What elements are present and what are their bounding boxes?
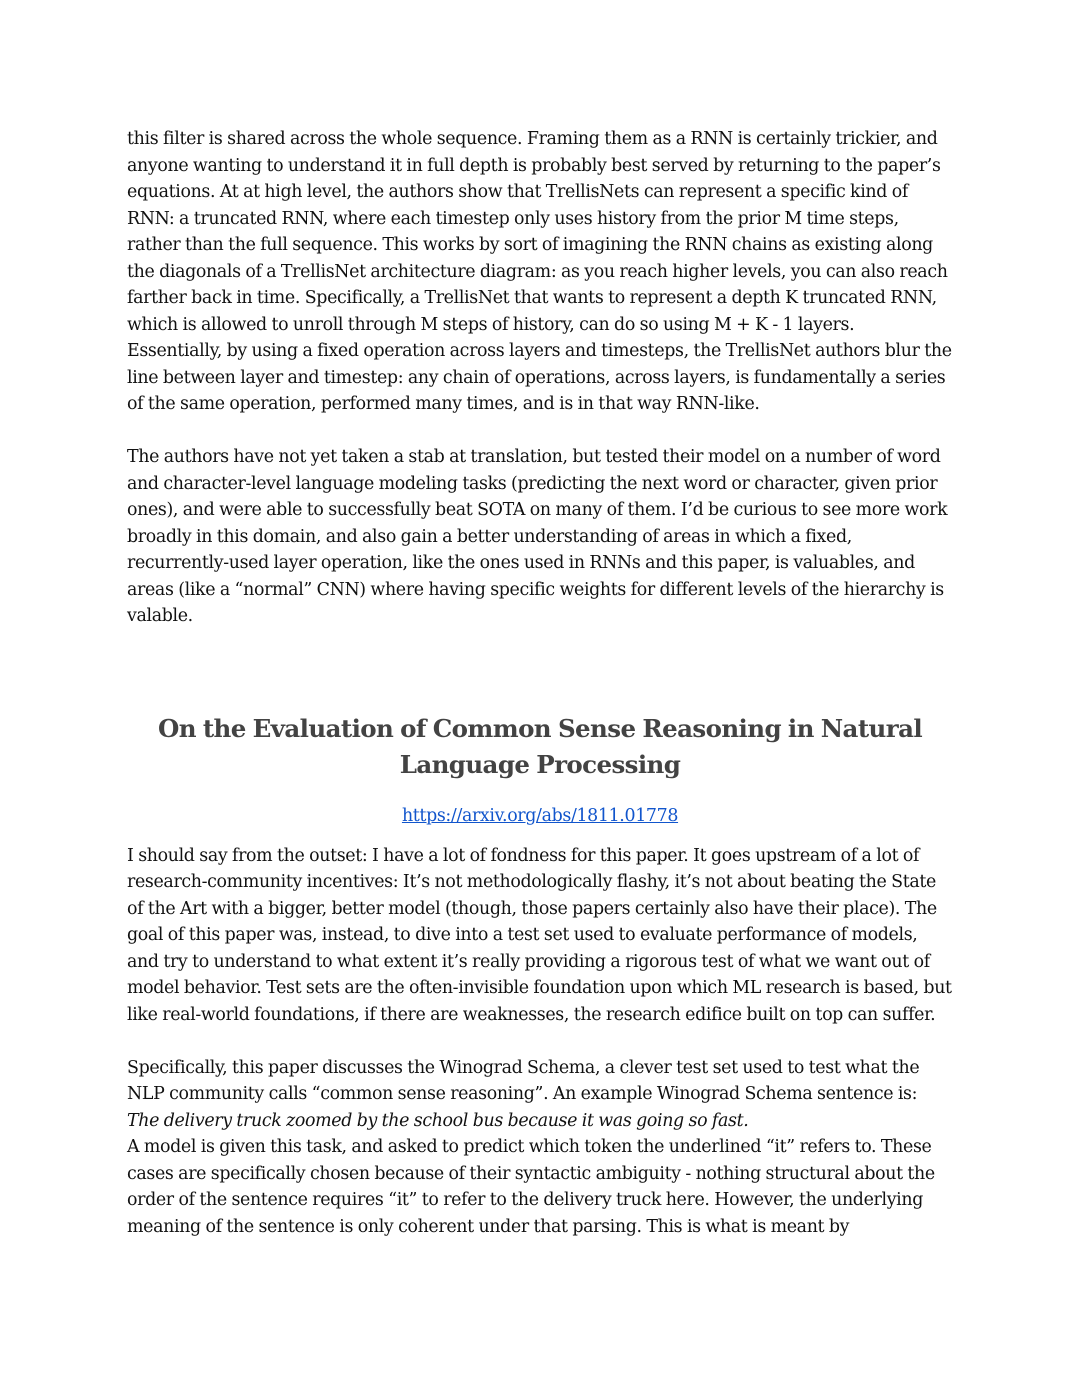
trellisnet-conclusion-paragraph: The authors have not yet taken a stab at translation, but tested their model on a number of word and character-level language modeling tasks (predicting the next word or character, given prior ones), and were able to successfully beat SOTA on many of them. I’d be curious to see more work broadly in this domain, and also gain a better understanding of areas in which a fixed, recurrently-used layer operation, like the ones used in RNNs and this paper, is valuables, and areas (like a “normal” CNN) where having specific weights for different levels of the hierarchy is valable.: [127, 447, 948, 626]
document-page: [127, 126, 953, 1240]
arxiv-link[interactable]: https://arxiv.org/abs/1811.01778: [401, 805, 679, 826]
section-link-container: [127, 803, 953, 829]
winograd-explanation-paragraph: A model is given this task, and asked to predict which token the underlined “it” refers to. These cases are specifically chosen because of their syntactic ambiguity - nothing structural about the order of the sentence requires “it” to refer to the delivery truck here. However, the underlying meaning of the sentence is only coherent under that parsing. This is what is meant by: [127, 1137, 935, 1237]
section-intro-paragraph: I should say from the outset: I have a lot of fondness for this paper. It goes upstream of a lot of research-community incentives: It’s not methodologically flashy, it’s not about beating the State of the Art with a bigger, better model (though, those papers certainly also have their place). The goal of this paper was, instead, to dive into a test set used to evaluate performance of models, and try to understand to what extent it’s really providing a rigorous test of what we want out of model behavior. Test sets are the often-invisible foundation upon which ML research is based, but like real-world foundations, if there are weaknesses, the research edifice built on top can suffer.: [127, 845, 952, 1025]
section-title: On the Evaluation of Common Sense Reasoning in Natural Language Processing: [157, 713, 923, 779]
example-sentence: The delivery truck zoomed by the school bus because it was going so fast.: [127, 1110, 749, 1131]
trellisnet-paragraph: this filter is shared across the whole sequence. Framing them as a RNN is certainly trickier, and anyone wanting to understand it in full depth is probably best served by returning to the paper’s equations. At at high level, the authors show that TrellisNets can represent a specific kind of RNN: a truncated RNN, where each timestep only uses history from the prior M time steps, rather than the full sequence. This works by sort of imagining the RNN chains as existing along the diagonals of a TrellisNet architecture diagram: as you reach higher levels, you can also reach farther back in time. Specifically, a TrellisNet that wants to represent a depth K truncated RNN, which is allowed to unroll through M steps of history, can do so using M + K - 1 layers. Essentially, by using a fixed operation across layers and timesteps, the TrellisNet authors blur the line between layer and timestep: any chain of operations, across layers, is fundamentally a series of the same operation, performed many times, and is in that way RNN-like.: [127, 129, 952, 414]
winograd-paragraph: Specifically, this paper discusses the Winograd Schema, a clever test set used to test what the NLP community calls “common sense reasoning”. An example Winograd Schema sentence is:: [127, 1057, 920, 1105]
